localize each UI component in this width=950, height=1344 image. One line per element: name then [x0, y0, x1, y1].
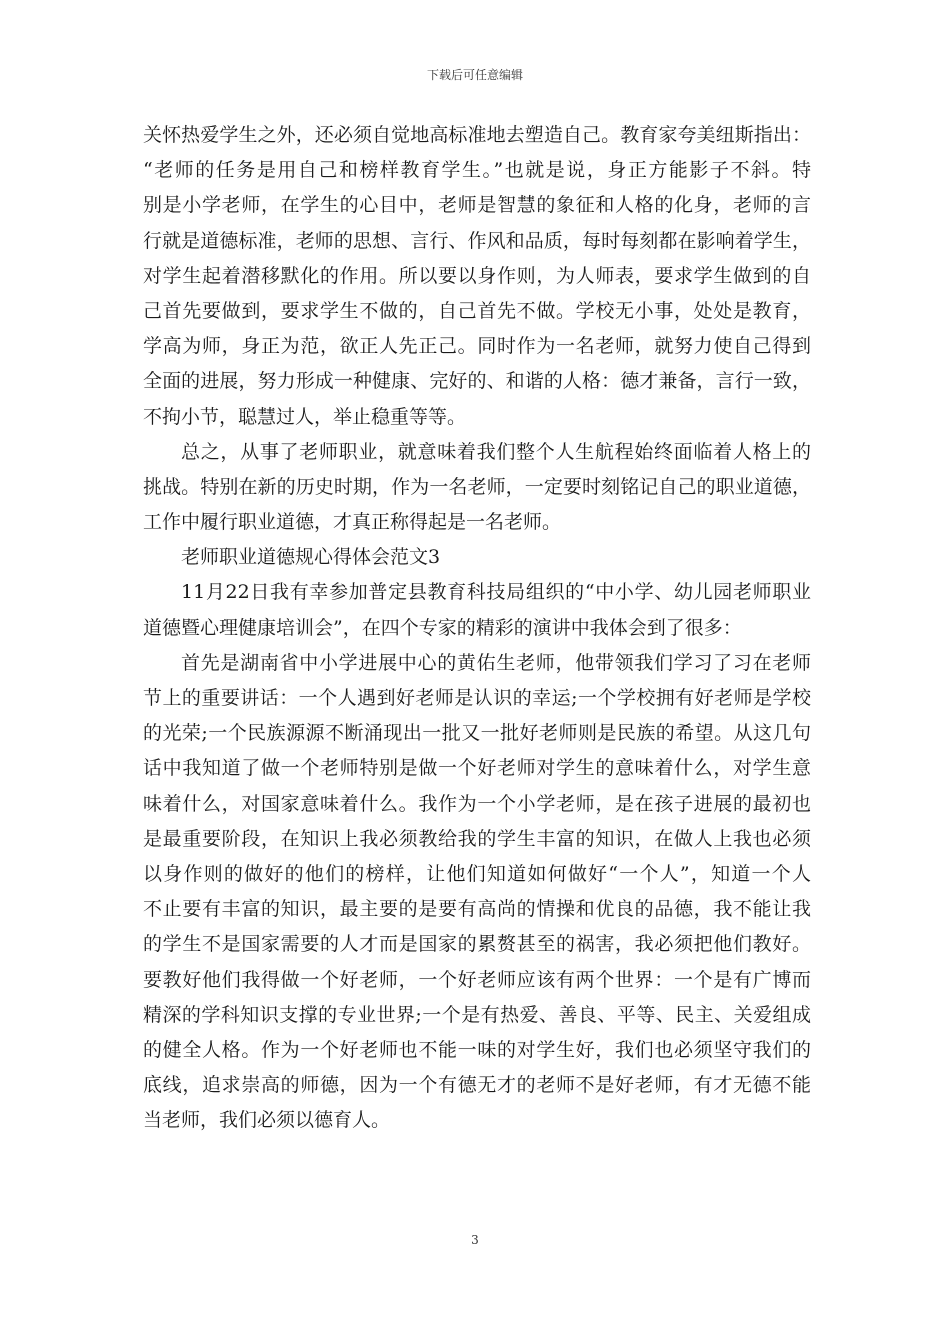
text-line: 工作中履行职业道德，才真正称得起是一名老师。 — [143, 511, 562, 534]
text-line: 11月22日我有幸参加普定县教育科技局组织的“中小学、幼儿园老师职业 — [181, 581, 811, 604]
text-line: 道德暨心理健康培训会”，在四个专家的精彩的演讲中我体会到了很多： — [143, 616, 742, 639]
text-line: 己首先要做到，要求学生不做的，自己首先不做。学校无小事，处处是教育， — [143, 299, 811, 322]
paragraph — [143, 435, 811, 541]
text-line: 的健全人格。作为一个好老师也不能一味的对学生好，我们也必须坚守我们的 — [143, 1038, 811, 1061]
text-line: 味着什么，对国家意味着什么。我作为一个小学老师，是在孩子进展的最初也 — [143, 792, 811, 815]
text-line: 以身作则的做好的他们的榜样，让他们知道如何做好“一个人”，知道一个人 — [143, 862, 811, 885]
paragraph — [143, 540, 811, 575]
text-line: 的光荣;一个民族源源不断涌现出一批又一批好老师则是民族的希望。从这几句 — [143, 722, 811, 745]
text-line: 首先是湖南省中小学进展中心的黄佑生老师，他带领我们学习了习在老师 — [181, 651, 811, 674]
text-line: 全面的进展，努力形成一种健康、完好的、和谐的人格：德才兼备，言行一致， — [143, 370, 811, 393]
text-line: 不拘小节，聪慧过人，举止稳重等等。 — [143, 405, 467, 428]
text-line: 节上的重要讲话：一个人遇到好老师是认识的幸运;一个学校拥有好老师是学校 — [143, 687, 811, 709]
text-line: 挑战。特别在新的历史时期，作为一名老师，一定要时刻铭记自己的职业道德， — [143, 475, 811, 498]
text-line: 的学生不是国家需要的人才而是国家的累赘甚至的祸害，我必须把他们教好。 — [143, 933, 811, 956]
text-line: 不止要有丰富的知识，最主要的是要有高尚的情操和优良的品德，我不能让我 — [143, 898, 811, 921]
page-header: 下载后可任意编辑 — [426, 68, 523, 82]
text-line: 学高为师，身正为范，欲正人先正己。同时作为一名老师，就努力使自己得到 — [143, 335, 811, 358]
text-line: 总之，从事了老师职业，就意味着我们整个人生航程始终面临着人格上的 — [181, 440, 811, 463]
text-line: 别是小学老师，在学生的心目中，老师是智慧的象征和人格的化身，老师的言 — [143, 194, 811, 217]
text-line: 话中我知道了做一个老师特别是做一个好老师对学生的意味着什么，对学生意 — [143, 757, 811, 780]
text-line: 对学生起着潜移默化的作用。所以要以身作则，为人师表，要求学生做到的自 — [143, 264, 811, 287]
text-line: 老师职业道德规心得体会范文3 — [181, 546, 441, 569]
page-number: 3 — [471, 1233, 479, 1247]
text-line: 底线，追求崇高的师德，因为一个有德无才的老师不是好老师，有才无德不能 — [143, 1074, 811, 1097]
document-body — [143, 118, 811, 1138]
text-line: “老师的任务是用自己和榜样教育学生。”也就是说，身正方能影子不斜。特 — [143, 159, 811, 182]
paragraph — [143, 118, 811, 435]
paragraph — [143, 646, 811, 1139]
text-line: 行就是道德标准，老师的思想、言行、作风和品质，每时每刻都在影响着学生， — [143, 229, 811, 252]
text-line: 精深的学科知识支撑的专业世界;一个是有热爱、善良、平等、民主、关爱组成 — [143, 1003, 811, 1026]
text-line: 是最重要阶段，在知识上我必须教给我的学生丰富的知识，在做人上我也必须 — [143, 827, 811, 850]
text-line: 关怀热爱学生之外，还必须自觉地高标准地去塑造自己。教育家夸美纽斯指出： — [143, 124, 811, 146]
text-line: 当老师，我们必须以德育人。 — [143, 1109, 391, 1132]
paragraph — [143, 575, 811, 645]
text-line: 要教好他们我得做一个好老师，一个好老师应该有两个世界：一个是有广博而 — [143, 968, 811, 991]
